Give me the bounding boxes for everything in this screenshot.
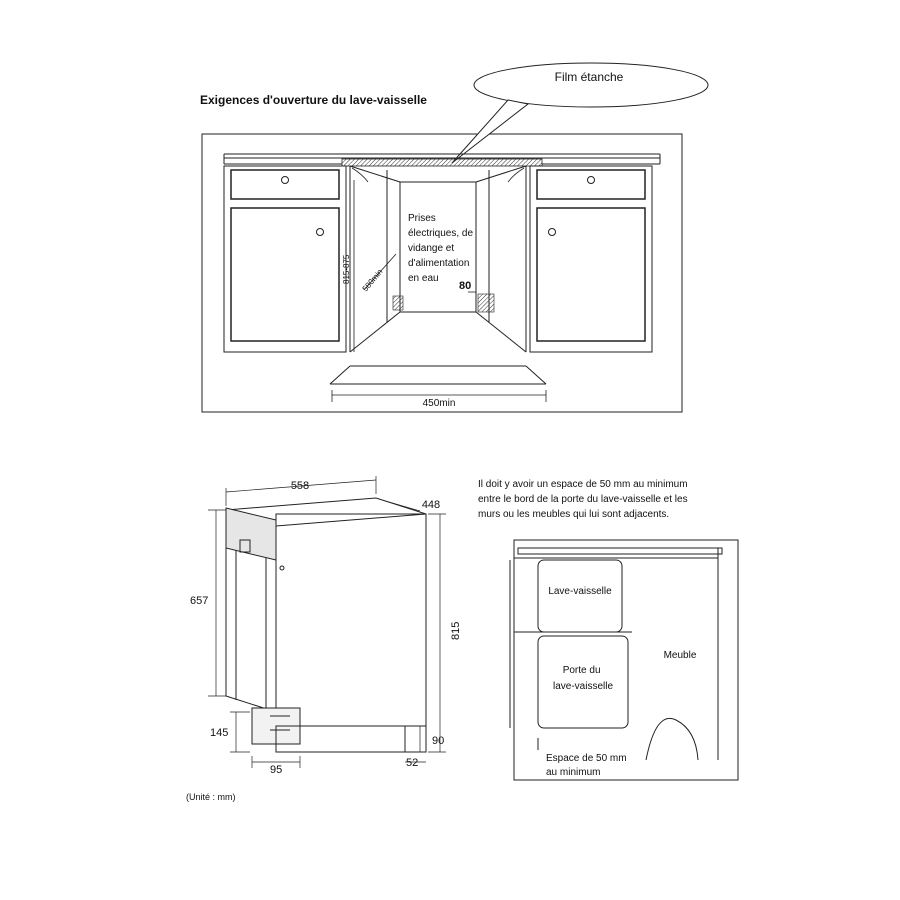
dim-450min: 450min: [422, 398, 456, 409]
outlets-line-3: vidange et: [408, 243, 455, 254]
door-label: [553, 665, 613, 692]
left-cabinet: [224, 166, 346, 352]
dim-90: 90: [432, 735, 445, 747]
gap-line-1: Espace de 50 mm: [546, 753, 627, 764]
dim-52: 52: [406, 757, 419, 769]
floor-hatch-right: [478, 294, 494, 312]
cabinet-label: Meuble: [663, 650, 697, 661]
note-line-1: Il doit y avoir un espace de 50 mm au minimum: [478, 479, 688, 490]
dim-80: 80: [459, 280, 472, 292]
outlets-line-5: en eau: [408, 273, 439, 284]
dishwasher-label: Lave-vaisselle: [548, 586, 612, 597]
clearance-diagram: [510, 540, 738, 780]
unit-note: (Unité : mm): [186, 792, 236, 802]
dim-558: 558: [290, 480, 310, 492]
dim-815: 815: [450, 621, 462, 640]
callout-label: Film étanche: [554, 70, 624, 84]
top-diagram-title: Exigences d'ouverture du lave-vaisselle: [200, 93, 427, 107]
right-cabinet: [530, 166, 652, 352]
dim-580min: 580min: [360, 267, 385, 294]
dim-657: 657: [190, 595, 209, 607]
angle-mark-right: [508, 168, 524, 182]
dim-448: 448: [421, 499, 441, 511]
gap-label: [546, 753, 629, 778]
dim-145: 145: [210, 727, 229, 739]
door-line-2: lave-vaisselle: [552, 681, 614, 692]
angle-mark-left: [352, 168, 368, 182]
outlets-line-4: d'alimentation: [408, 258, 470, 269]
door-line-1: Porte du: [562, 665, 601, 676]
dim-815-875: 815-875: [342, 254, 351, 284]
note-line-3: murs ou les meubles qui lui sont adjacents.: [478, 509, 670, 520]
outlets-line-2: électriques, de: [408, 228, 474, 239]
dishwasher-body: [226, 498, 426, 752]
outlets-label: [408, 213, 476, 284]
clearance-note: [478, 479, 690, 520]
floor-hatch-left: [393, 296, 403, 310]
outlets-line-1: Prises: [408, 213, 436, 224]
gap-line-2: au minimum: [546, 767, 601, 778]
top-diagram-frame: [202, 134, 682, 412]
dim-95: 95: [270, 764, 283, 776]
waterproof-film: [342, 159, 542, 166]
note-line-2: entre le bord de la porte du lave-vaisselle et les: [478, 494, 688, 505]
